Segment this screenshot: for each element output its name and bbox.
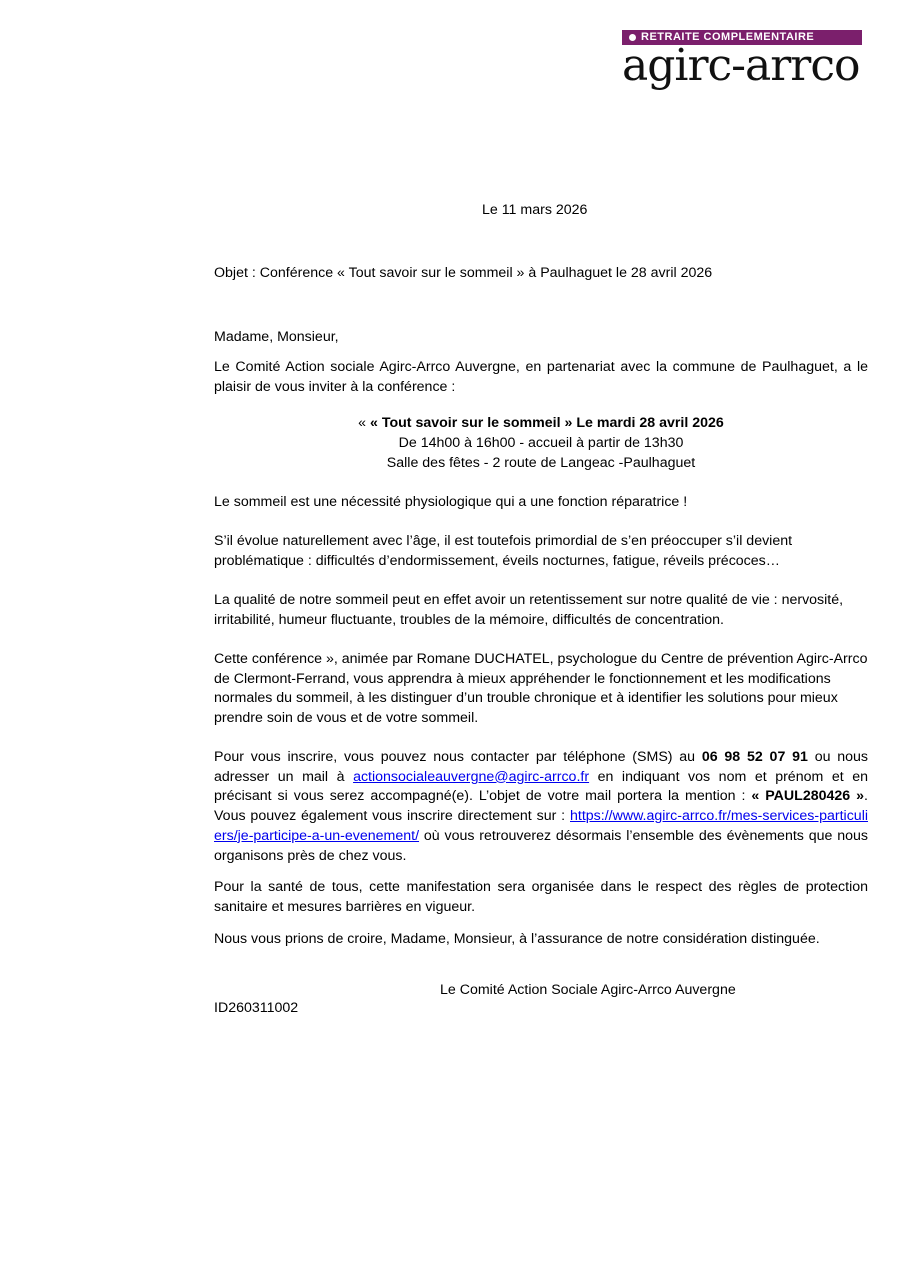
event-title [214, 413, 868, 433]
event-venue: Salle des fêtes - 2 route de Langeac -Paulhaguet [386, 455, 696, 471]
signup-text-4: . Vous pouvez également vous inscrire directement sur : [214, 788, 868, 825]
reference-id: ID260311002 [214, 1000, 299, 1016]
closing-paragraph: Nous vous prions de croire, Madame, Monsieur, à l’assurance de notre considération distinguée. [214, 931, 820, 947]
event-hours: De 14h00 à 16h00 - accueil à partir de 13h30 [398, 435, 684, 451]
letter-subject: Objet : Conférence « Tout savoir sur le sommeil » à Paulhaguet le 28 avril 2026 [214, 265, 713, 281]
sleep-paragraph: Le sommeil est une nécessité physiologique qui a une fonction réparatrice ! [214, 494, 688, 510]
salutation: Madame, Monsieur, [214, 329, 339, 345]
signup-code: « PAUL280426 » [751, 788, 865, 805]
letter-date: Le 11 mars 2026 [482, 202, 588, 218]
signup-text-2: ou nous adresser un mail à [214, 749, 869, 785]
agirc-arrco-logo [622, 30, 864, 91]
signup-paragraph [214, 748, 868, 866]
signup-email-link[interactable]: actionsocialeauvergne@agirc-arrco.fr [353, 768, 590, 785]
signup-url-link[interactable]: https://www.agirc-arrco.fr/mes-services-particuliers/je-participe-a-un-evenement/ [214, 808, 868, 844]
signup-phone: 06 98 52 07 91 [701, 749, 808, 765]
conference-paragraph: Cette conférence », animée par Romane DUCHATEL, psychologue du Centre de prévention Agirc-Arrco de Clermont-Ferrand, vous apprendra à mieux appréhender le fonctionnement et les modifications normales du sommeil, à les distinguer d’un trouble chronique et à identifier les solutions pour mieux prendre soin de vous et de votre sommeil. [214, 651, 868, 727]
signup-text-3: en indiquant vos nom et prénom et en précisant si vous serez accompagné(e). L’objet de votre mail portera la mention : [214, 768, 868, 805]
intro-paragraph: Le Comité Action sociale Agirc-Arrco Auvergne, en partenariat avec la commune de Paulhaguet, a le plaisir de vous inviter à la conférence : [214, 359, 868, 395]
age-paragraph: S’il évolue naturellement avec l’âge, il est toutefois primordial de s’en préoccuper s’il devient problématique : difficultés d’endormissement, éveils nocturnes, fatigue, réveils précoces… [214, 533, 793, 569]
event-details [214, 413, 868, 473]
event-title-date: « Tout savoir sur le sommeil » Le mardi 28 avril 2026 [370, 415, 724, 431]
signup-text-1: Pour vous inscrire, vous pouvez nous contacter par téléphone (SMS) au [214, 749, 702, 765]
signup-text-5: où vous retrouverez désormais l’ensemble des évènements que nous organisons près de chez vous. [214, 827, 868, 864]
logo-tagline: RETRAITE COMPLEMENTAIRE [641, 31, 815, 43]
event-open-quote: « [358, 415, 371, 431]
logo-wordmark: agirc-arrco [622, 40, 860, 91]
quality-paragraph: La qualité de notre sommeil peut en effet avoir un retentissement sur notre qualité de vie : nervosité, irritabilité, humeur fluctuante, troubles de la mémoire, difficultés de concentration. [214, 592, 844, 628]
health-paragraph: Pour la santé de tous, cette manifestation sera organisée dans le respect des règles de protection sanitaire et mesures barrières en vigueur. [214, 879, 868, 915]
signature: Le Comité Action Sociale Agirc-Arrco Auvergne [440, 982, 736, 998]
